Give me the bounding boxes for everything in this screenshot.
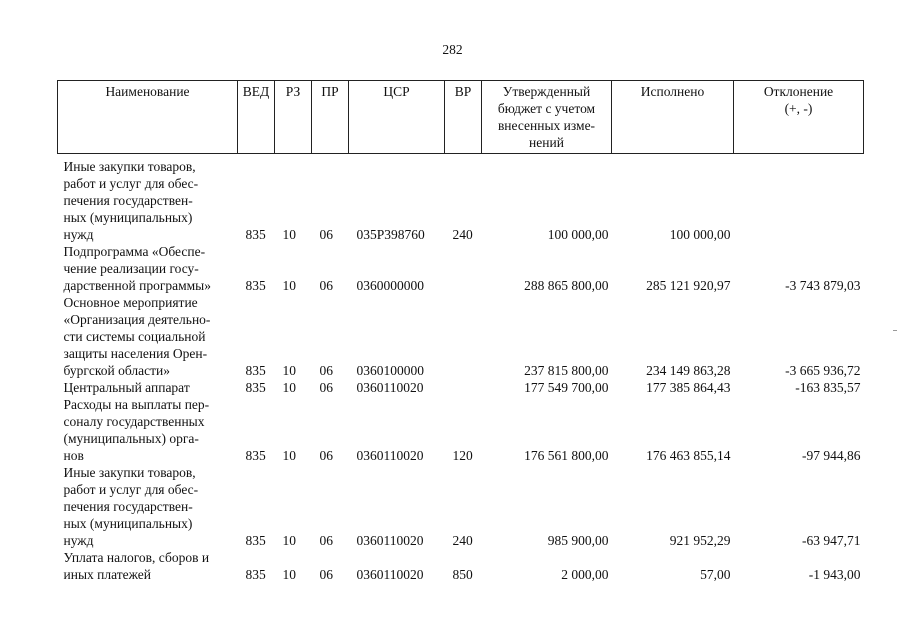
cell-budget: 177 549 700,00: [524, 380, 609, 395]
table-row: [58, 379, 864, 396]
cell-name: [58, 154, 238, 244]
cell-name-line: Основное мероприятие: [63, 295, 198, 310]
cell-name-line: дарственной программы»: [63, 278, 211, 293]
cell-name: [58, 294, 238, 379]
header-budget-line: бюджет с учетом: [497, 101, 596, 116]
cell-rz: 10: [282, 227, 296, 242]
cell-name-line: Иные закупки товаров,: [63, 465, 196, 480]
cell-name-line: Уплата налогов, сборов и: [63, 550, 210, 565]
cell-name-line: защиты населения Орен-: [63, 346, 208, 361]
cell-rz: 10: [282, 533, 296, 548]
cell-vr: [445, 294, 482, 379]
header-budget: [482, 81, 612, 154]
cell-executed: 100 000,00: [669, 227, 731, 242]
cell-budget: 985 900,00: [547, 533, 609, 548]
cell-budget: 288 865 800,00: [524, 278, 609, 293]
cell-budget: 100 000,00: [547, 227, 609, 242]
header-budget-line: Утвержденный: [502, 84, 591, 99]
cell-csr: 0360000000: [356, 278, 424, 293]
cell-deviation: -3 743 879,03: [785, 278, 861, 293]
header-vr: ВР: [445, 81, 482, 154]
cell-budget: 2 000,00: [561, 567, 609, 582]
cell-ved: 835: [245, 380, 266, 395]
cell-name-line: Расходы на выплаты пер-: [63, 397, 210, 412]
cell-rz: 10: [282, 380, 296, 395]
cell-budget: 176 561 800,00: [524, 448, 609, 463]
cell-pr: 06: [319, 380, 333, 395]
cell-name-line: чение реализации госу-: [63, 261, 199, 276]
cell-deviation: [734, 154, 864, 244]
cell-name-line: (муниципальных) орга-: [63, 431, 199, 446]
cell-name-line: работ и услуг для обес-: [63, 176, 199, 191]
cell-ved: 835: [245, 278, 266, 293]
cell-rz: 10: [282, 448, 296, 463]
header-budget-line: нений: [529, 135, 564, 150]
cell-vr: [445, 243, 482, 294]
cell-name: [58, 243, 238, 294]
cell-budget: 237 815 800,00: [524, 363, 609, 378]
header-deviation-line: Отклонение: [763, 84, 834, 99]
cell-ved: 835: [245, 448, 266, 463]
header-executed: Исполнено: [612, 81, 734, 154]
cell-deviation: -1 943,00: [808, 567, 861, 582]
cell-csr: 0360110020: [356, 380, 424, 395]
cell-name-line: Подпрограмма «Обеспе-: [63, 244, 206, 259]
cell-vr: [445, 379, 482, 396]
cell-executed: 176 463 855,14: [646, 448, 731, 463]
cell-name-line: нужд: [63, 227, 94, 242]
cell-executed: 177 385 864,43: [646, 380, 731, 395]
cell-name: [58, 379, 238, 396]
cell-executed: 285 121 920,97: [646, 278, 731, 293]
cell-ved: 835: [245, 533, 266, 548]
cell-name-line: сти системы социальной: [63, 329, 206, 344]
cell-name-line: печения государствен-: [63, 499, 193, 514]
header-budget-line: внесенных изме-: [497, 118, 596, 133]
table-body: [58, 154, 864, 584]
cell-ved: 835: [245, 567, 266, 582]
cell-pr: 06: [319, 227, 333, 242]
cell-deviation: -63 947,71: [802, 533, 861, 548]
cell-vr: 850: [452, 567, 473, 582]
cell-csr: 035P398760: [356, 227, 425, 242]
cell-csr: 0360110020: [356, 448, 424, 463]
cell-csr: 0360100000: [356, 363, 424, 378]
cell-name-line: «Организация деятельно-: [63, 312, 211, 327]
cell-name-line: печения государствен-: [63, 193, 193, 208]
budget-table: [57, 80, 864, 583]
cell-csr: 0360110020: [356, 533, 424, 548]
header-pr: ПР: [312, 81, 349, 154]
cell-deviation: -3 665 936,72: [785, 363, 861, 378]
cell-executed: 921 952,29: [669, 533, 731, 548]
cell-rz: 10: [282, 567, 296, 582]
cell-ved: 835: [245, 363, 266, 378]
margin-mark: [893, 330, 897, 331]
header-csr: ЦСР: [349, 81, 445, 154]
cell-deviation: -97 944,86: [802, 448, 861, 463]
table-row: [58, 243, 864, 294]
cell-name-line: Иные закупки товаров,: [63, 159, 196, 174]
table-row: [58, 294, 864, 379]
cell-vr: 240: [452, 533, 473, 548]
cell-name-line: работ и услуг для обес-: [63, 482, 199, 497]
table-row: [58, 396, 864, 464]
cell-name-line: ных (муниципальных): [63, 210, 193, 225]
header-deviation-line: (+, -): [784, 101, 813, 116]
cell-vr: 240: [452, 227, 473, 242]
cell-vr: 120: [452, 448, 473, 463]
cell-name: [58, 396, 238, 464]
header-rz: РЗ: [275, 81, 312, 154]
header-deviation: [734, 81, 864, 154]
cell-pr: 06: [319, 567, 333, 582]
cell-pr: 06: [319, 363, 333, 378]
cell-name-line: иных платежей: [63, 567, 152, 582]
table-header: [58, 81, 864, 154]
cell-rz: 10: [282, 278, 296, 293]
cell-name-line: бургской области»: [63, 363, 170, 378]
cell-pr: 06: [319, 278, 333, 293]
cell-name-line: нужд: [63, 533, 94, 548]
page-number: 282: [442, 42, 463, 57]
cell-name-line: нов: [63, 448, 84, 463]
cell-pr: 06: [319, 533, 333, 548]
cell-ved: 835: [245, 227, 266, 242]
table-row: [58, 154, 864, 244]
cell-executed: 57,00: [700, 567, 731, 582]
header-ved: ВЕД: [238, 81, 275, 154]
cell-csr: 0360110020: [356, 567, 424, 582]
cell-deviation: -163 835,57: [795, 380, 861, 395]
cell-name-line: соналу государственных: [63, 414, 205, 429]
cell-name-line: Центральный аппарат: [63, 380, 190, 395]
cell-name: [58, 549, 238, 583]
header-name: Наименование: [58, 81, 238, 154]
table-row: [58, 549, 864, 583]
cell-name-line: ных (муниципальных): [63, 516, 193, 531]
table-row: [58, 464, 864, 549]
cell-pr: 06: [319, 448, 333, 463]
cell-rz: 10: [282, 363, 296, 378]
cell-executed: 234 149 863,28: [646, 363, 731, 378]
cell-name: [58, 464, 238, 549]
